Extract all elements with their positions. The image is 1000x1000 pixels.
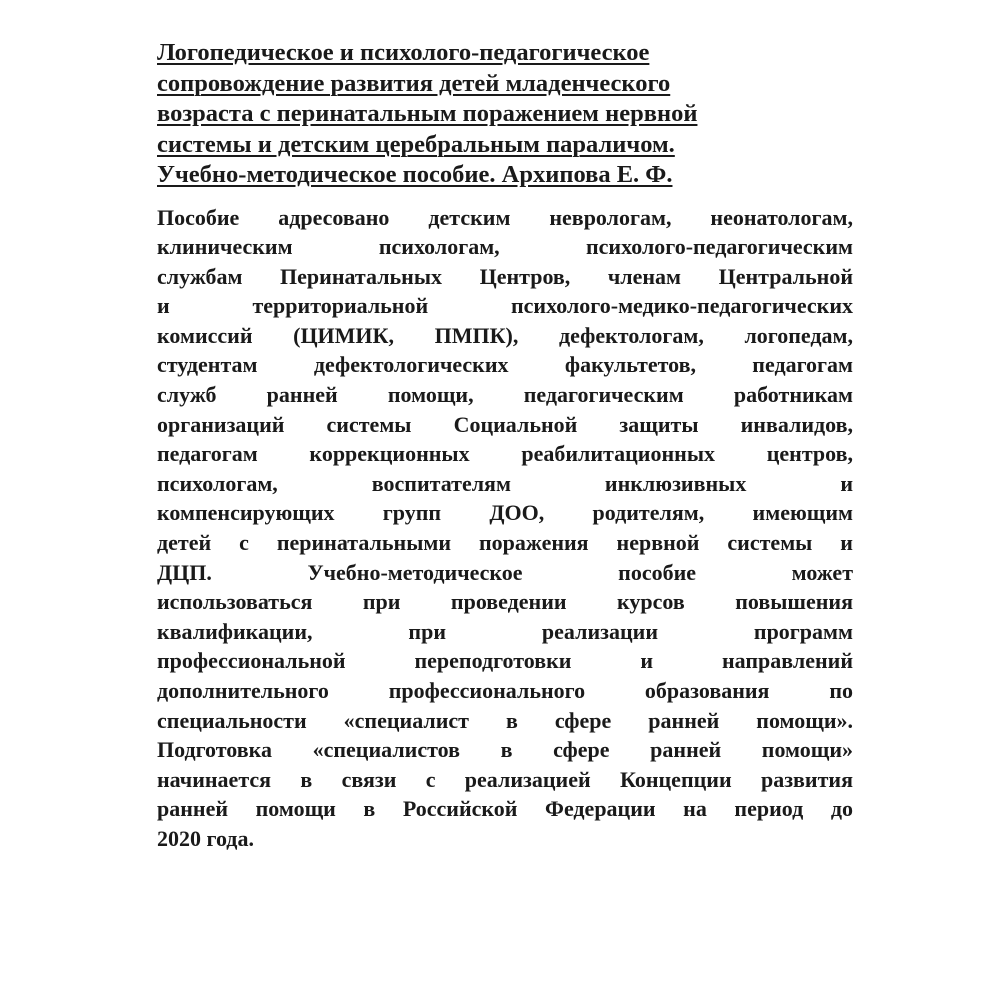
paragraph-line: специальности «специалист в сфере ранней помощи».: [157, 707, 853, 733]
paragraph-line: начинается в связи с реализацией Концепции развития: [157, 766, 853, 792]
title-line: сопровождение развития детей младенческого: [157, 69, 671, 97]
paragraph-line: детей с перинатальными поражения нервной системы и: [157, 530, 853, 556]
paragraph-line: комиссий (ЦИМИК, ПМПК), дефектологам, логопедам,: [157, 322, 853, 348]
paragraph-line: Подготовка «специалистов в сфере ранней помощи»: [157, 737, 853, 763]
paragraph-line: психологам, воспитателям инклюзивных и: [157, 470, 853, 496]
paragraph-line: компенсирующих групп ДОО, родителям, имеющим: [157, 500, 853, 526]
title-line: системы и детским церебральным параличом.: [157, 130, 675, 158]
document-page: [157, 38, 857, 854]
paragraph-line: педагогам коррекционных реабилитационных центров,: [157, 441, 853, 467]
title-line: Логопедическое и психолого-педагогическое: [157, 39, 650, 66]
paragraph-line: службам Перинатальных Центров, членам Центральной: [157, 263, 853, 289]
paragraph-line: студентам дефектологических факультетов, педагогам: [157, 352, 853, 378]
paragraph-line: и территориальной психолого-медико-педагогических: [157, 293, 853, 319]
paragraph-line: клиническим психологам, психолого-педагогическим: [157, 234, 853, 260]
title-line: Учебно-методическое пособие. Архипова Е. Ф.: [157, 161, 673, 188]
document-title: [157, 38, 857, 191]
paragraph-line: 2020 года.: [157, 825, 254, 851]
description-paragraph: [157, 203, 857, 854]
paragraph-line: ранней помощи в Российской Федерации на период до: [157, 796, 853, 822]
paragraph-line: ДЦП. Учебно-методическое пособие может: [157, 559, 853, 585]
paragraph-line: квалификации, при реализации программ: [157, 618, 853, 644]
title-line: возраста с перинатальным поражением нервной: [157, 100, 698, 127]
paragraph-line: дополнительного профессионального образования по: [157, 678, 853, 703]
paragraph-line: использоваться при проведении курсов повышения: [157, 589, 853, 615]
paragraph-line: служб ранней помощи, педагогическим работникам: [157, 382, 853, 408]
paragraph-line: Пособие адресовано детским неврологам, неонатологам,: [157, 204, 853, 230]
paragraph-line: профессиональной переподготовки и направлений: [157, 648, 853, 674]
paragraph-line: организаций системы Социальной защиты инвалидов,: [157, 411, 853, 437]
